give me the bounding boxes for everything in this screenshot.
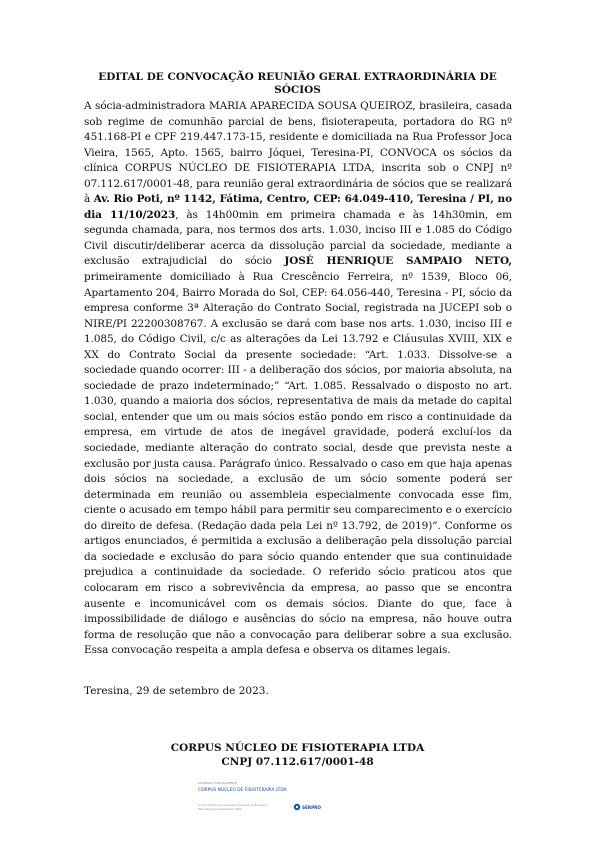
signature-block xyxy=(80,741,515,769)
body-main: primeiramente domiciliado à Rua Crescêncio Ferreira, nº 1539, Bloco 06, Apartamento 204, Bairro Morada do Sol, CEP: 64.056-440, Teresina - PI, sócio da empresa conforme 3ª Alteração do Contrato Social, registrada na JUCEPI sob o NIRE/PI 22200308767. A exclusão se dará com base nos arts. 1.030, inciso III e 1.085, do Código Civil, c/c as alterações da Lei 13.792 e Cláusulas XVIII, XIX e XX do Contrato Social da presente sociedade: “Art. 1.033. Dissolve-se a sociedade quando ocorrer: III - a deliberação dos sócios, por maioria absoluta, na sociedade de prazo indeterminado;” “Art. 1.085. Ressalvado o disposto no art. 1.030, quando a maioria dos sócios, representativa de mais da metade do capital social, entender que um ou mais sócios estão pondo em risco a continuidade da empresa, em virtude de atos de inegável gravidade, poderá excluí-los da sociedade, mediante alteração do contrato social, desde que prevista neste a exclusão por justa causa. Parágrafo único. Ressalvado o caso em que haja apenas dois sócios na sociedade, a exclusão de um sócio somente poderá ser determinada em reunião ou assembleia especialmente convocada esse fim, ciente o acusado em tempo hábil para permitir seu comparecimento e o exercício do direito de defesa. (Redação dada pela Lei nº 13.792, de 2019)”. Conforme os artigos enunciados, é permitida a exclusão a deliberação pela dissolução parcial da sociedade e exclusão do para sócio quando entender que sua continuidade prejudica a continuidade da sociedade. O referido sócio praticou atos que colocaram em risco a sobrevivência da empresa, ao passo que se encontra ausente e incomunicável com os demais sócios. Diante do que, face à impossibilidade de diálogo e ausências do sócio na empresa, não houve outra forma de resolução que não a convocação para deliberar sobre a sua exclusão. Essa convocação respeita a ampla defesa e observa os ditames legais. xyxy=(84,271,512,657)
digital-signature-seal xyxy=(196,778,348,824)
body-intro: A sócia-administradora MARIA APARECIDA SOUSA QUEIROZ, brasileira, casada sob regime de comunhão parcial de bens, fisioterapeuta, portadora do RG nº 451.168-PI e CPF 219.447.173-15, residente e domiciliada na Rua Professor Joca Vieira, 1565, Apto. 1565, bairro Jóquei, Teresina-PI, CONVOCA os sócios da clínica CORPUS NÚCLEO DE FISIOTERAPIA LTDA, inscrita sob o CNPJ nº 07.112.617/0001-48, para reunião geral extraordinária de sócios que se realizará à xyxy=(84,100,512,206)
document-title: EDITAL DE CONVOCAÇÃO REUNIÃO GERAL EXTRAORDINÁRIA DE SÓCIOS xyxy=(98,71,497,96)
seal-small-line-1: A conformidade com a assinatura pode ser verificada em: xyxy=(198,804,268,807)
signature-company: CORPUS NÚCLEO DE FISIOTERAPIA LTDA xyxy=(170,742,425,754)
body-agenda: , às 14h00min em primeira chamada e às 14h30min, em segunda chamada, para, nos termos dos arts. 1.030, inciso III e 1.085 do Código Civil discutir/deliberar acerca da dissolução parcial da sociedade, mediante a exclusão extrajudicial do sócio xyxy=(84,208,512,268)
partner-name: JOSÉ HENRIQUE SAMPAIO NETO, xyxy=(284,255,512,268)
seal-top-line: ASSINADO DIGITALMENTE xyxy=(198,781,237,785)
seal-small-line-2: http://serpro.gov.br/assinador-digital xyxy=(198,808,242,811)
document-body xyxy=(84,99,512,659)
meeting-details: Av. Rio Poti, nº 1142, Fátima, Centro, CEP: 64.049-410, Teresina / PI, no dia 11/10/2023 xyxy=(84,193,512,221)
seal-main-line: CORPUS NUCLEO DE FISIOTERAPIA LTDA xyxy=(198,788,287,793)
serpro-brand: SERPRO xyxy=(302,805,321,810)
place-date: Teresina, 29 de setembro de 2023. xyxy=(84,685,269,697)
signature-cnpj: CNPJ 07.112.617/0001-48 xyxy=(221,756,374,768)
